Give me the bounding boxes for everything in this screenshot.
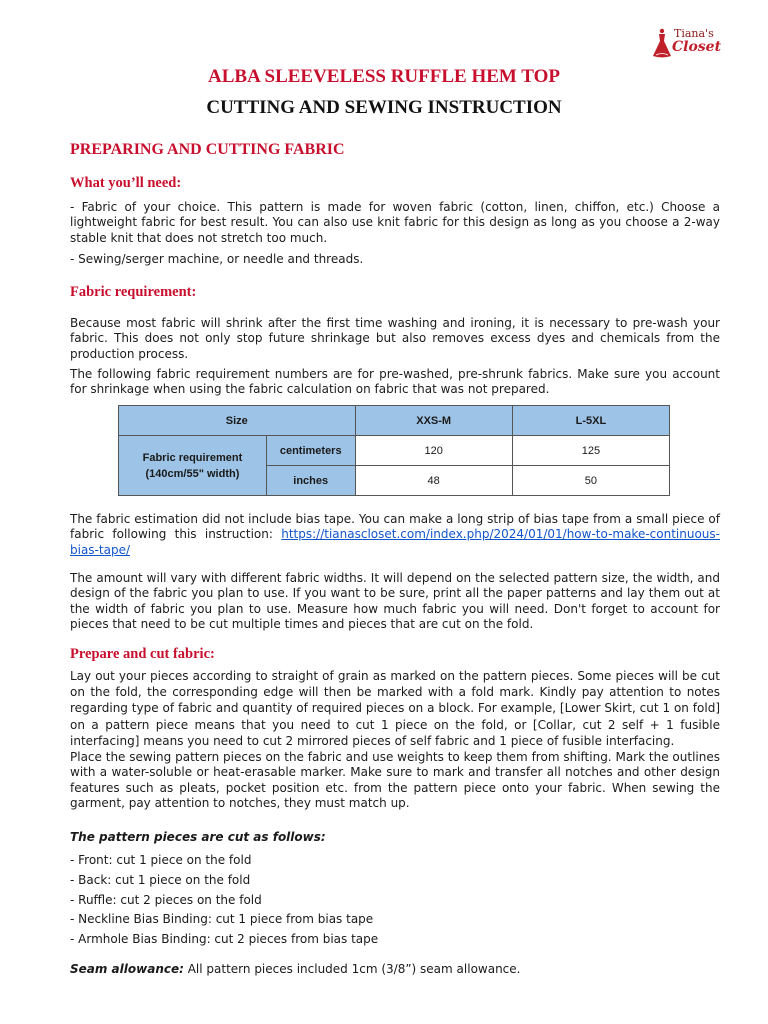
prepare-cut-paragraph-2: Place the sewing pattern pieces on the fabric and use weights to keep them from shifting. Mark the outlines with a water-soluble or heat-erasable marker. Make sure to mark and transfer all notches and other design features such as pleats, pocket position etc. from the pattern piece onto your fabric. When sewing the garment, pay attention to notches, they must match up. [70, 750, 720, 810]
pattern-pieces-list [70, 851, 720, 950]
bias-tape-paragraph [70, 512, 720, 558]
document-subtitle: CUTTING AND SEWING INSTRUCTION [206, 97, 562, 118]
list-item: - Neckline Bias Binding: cut 1 piece from bias tape [70, 912, 374, 927]
what-you-need-tools: - Sewing/serger machine, or needle and threads. [70, 252, 364, 266]
brand-logo [652, 26, 724, 62]
list-item: - Back: cut 1 piece on the fold [70, 872, 251, 887]
dress-icon [652, 28, 672, 60]
table-row-label-line2: (140cm/55" width) [145, 467, 240, 480]
table-unit-centimeters: centimeters [266, 436, 355, 466]
table-row-centimeters [119, 436, 670, 466]
table-size-header: Size [119, 406, 356, 436]
table-col-l-5xl: L-5XL [512, 406, 669, 436]
brand-name-line2: Closet [672, 39, 722, 55]
table-cell-in-xxs-m: 48 [355, 466, 512, 496]
what-you-need-heading: What you’ll need: [70, 175, 182, 191]
seam-allowance-line [70, 962, 520, 976]
fabric-requirement-heading: Fabric requirement: [70, 284, 197, 300]
list-item: - Armhole Bias Binding: cut 2 pieces from bias tape [70, 932, 379, 947]
prepare-cut-paragraph-1: Lay out your pieces according to straight of grain as marked on the pattern pieces. Some pieces will be cut on the fold, the corresponding edge will then be marked with a fold mark. Kindly pay attention to notes regarding type of fabric and quantity of required pieces on a block. For example, [Lower Skirt, cut 1 on fold] on a pattern piece means that you need to cut 1 piece on the fold, or [Collar, cut 2 self + 1 fusible interfacing] means you need to cut 2 mirrored pieces of self fabric and 1 piece of fusible interfacing. [70, 669, 720, 748]
table-cell-in-l-5xl: 50 [512, 466, 669, 496]
seam-allowance-text: All pattern pieces included 1cm (3/8”) seam allowance. [183, 962, 521, 976]
section-heading: PREPARING AND CUTTING FABRIC [70, 141, 345, 158]
table-col-xxs-m: XXS-M [355, 406, 512, 436]
fabric-numbers-paragraph: The following fabric requirement numbers are for pre-washed, pre-shrunk fabrics. Make sure you account for shrinkage when using the fabric calculation on fabric that was not prepared. [70, 367, 720, 397]
table-cell-cm-l-5xl: 125 [512, 436, 669, 466]
seam-allowance-label: Seam allowance: [70, 962, 184, 976]
document-title: ALBA SLEEVELESS RUFFLE HEM TOP [208, 66, 560, 87]
prepare-cut-heading: Prepare and cut fabric: [70, 646, 215, 662]
table-row-label [119, 436, 267, 496]
what-you-need-paragraph: - Fabric of your choice. This pattern is made for woven fabric (cotton, linen, chiffon, etc.) Choose a lightweight fabric for best result. You can also use knit fabric for this design as long as you choose a 2-way stable knit that does not stretch too much. [70, 200, 720, 245]
fabric-prewash-paragraph: Because most fabric will shrink after the first time washing and ironing, it is necessary to pre-wash your fabric. This does not only stop future shrinkage but also removes excess dyes and chemicals from the production process. [70, 316, 720, 361]
fabric-width-paragraph: The amount will vary with different fabric widths. It will depend on the selected pattern size, the width, and design of the fabric you plan to use. If you want to be sure, print all the paper patterns and lay them out at the width of fabric you plan to use. Measure how much fabric you will need. Don't forget to account for pieces that need to be cut multiple times and pieces that are cut on the fold. [70, 571, 720, 631]
table-row-label-line1: Fabric requirement [142, 451, 243, 464]
table-unit-inches: inches [266, 466, 355, 496]
list-item: - Ruffle: cut 2 pieces on the fold [70, 892, 262, 907]
table-cell-cm-xxs-m: 120 [355, 436, 512, 466]
pattern-pieces-heading: The pattern pieces are cut as follows: [70, 830, 326, 844]
table-header-row [119, 406, 670, 436]
bias-tape-link[interactable]: https://tianascloset.com/index.php/2024/01/01/how-to-make-continuous-bias-tape/ [70, 527, 720, 557]
list-item: - Front: cut 1 piece on the fold [70, 853, 252, 867]
brand-name-line1: Tiana's [674, 27, 714, 40]
bias-tape-text: The fabric estimation did not include bias tape. You can make a long strip of bias tape from a small piece of fabric following this instruction: [70, 512, 720, 542]
fabric-requirement-table [118, 405, 670, 496]
